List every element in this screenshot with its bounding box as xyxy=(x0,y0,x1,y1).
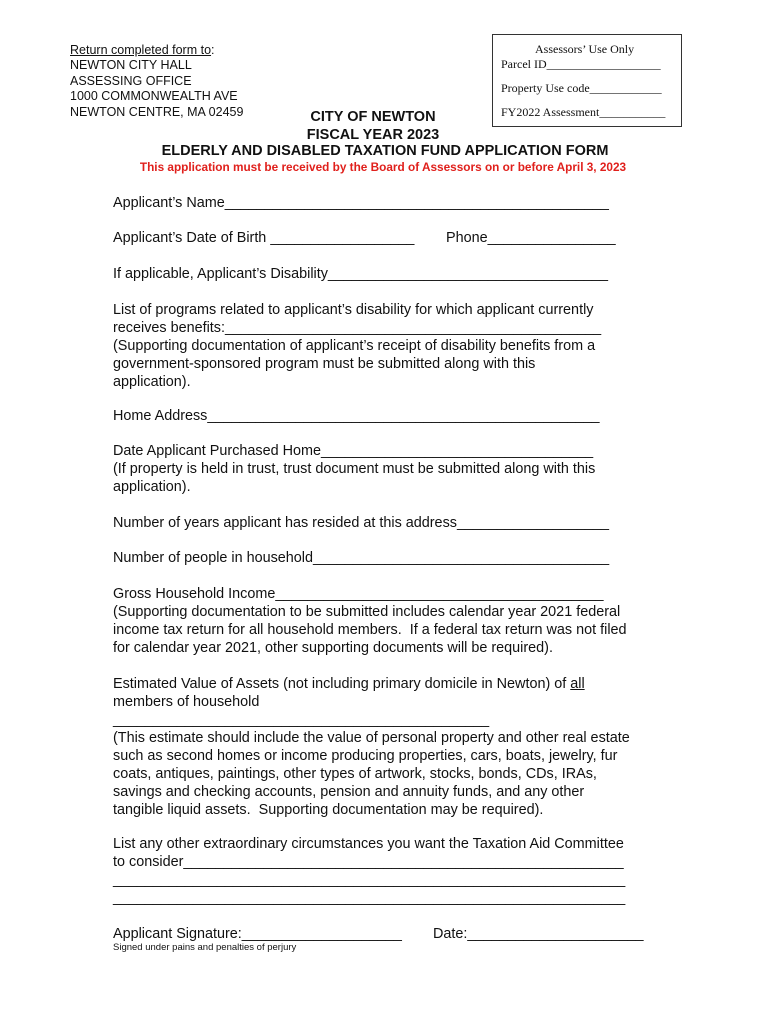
programs-benefits-field[interactable]: receives benefits:_______________________________________________ xyxy=(113,320,602,336)
years-resided-field[interactable]: Number of years applicant has resided at this address___________________ xyxy=(113,515,610,531)
assessors-title: Assessors’ Use Only xyxy=(535,42,635,56)
assessment-field[interactable]: FY2022 Assessment___________ xyxy=(501,105,666,119)
return-label: Return completed form to: xyxy=(70,43,215,57)
gross-income-field[interactable]: Gross Household Income_________________________________________ xyxy=(113,586,604,602)
programs-line-5: application). xyxy=(113,374,191,390)
programs-line-4: government-sponsored program must be submitted along with this xyxy=(113,356,536,372)
property-use-code-field[interactable]: Property Use code____________ xyxy=(501,81,662,95)
form-title: ELDERLY AND DISABLED TAXATION FUND APPLICATION FORM xyxy=(161,143,609,159)
deadline-notice: This application must be received by the Board of Assessors on or before April 3, 2023 xyxy=(139,160,627,174)
fiscal-year-title: FISCAL YEAR 2023 xyxy=(306,127,440,143)
assets-note-line-3: coats, antiques, paintings, other types of artwork, stocks, bonds, CDs, IRAs, xyxy=(113,766,597,782)
signature-date-field[interactable]: Date:______________________ xyxy=(433,926,644,942)
city-title: CITY OF NEWTON xyxy=(310,109,436,125)
date-of-birth-field[interactable]: Applicant’s Date of Birth __________________ xyxy=(113,230,415,246)
signature-field[interactable]: Applicant Signature:____________________ xyxy=(113,926,402,942)
assets-all-emphasis: all xyxy=(570,676,585,692)
income-note-line-3: for calendar year 2021, other supporting documents will be required). xyxy=(113,640,553,656)
assets-note-line-1: (This estimate should include the value of personal property and other real estate xyxy=(113,730,630,746)
return-label-text: Return completed form to xyxy=(70,43,212,57)
assets-note-line-5: tangible liquid assets. Supporting documentation may be required). xyxy=(113,802,544,818)
parcel-id-field[interactable]: Parcel ID___________________ xyxy=(501,57,661,71)
address-line-4: NEWTON CENTRE, MA 02459 xyxy=(70,104,244,119)
purchase-date-field[interactable]: Date Applicant Purchased Home__________________________________ xyxy=(113,443,594,459)
assets-line-2: members of household xyxy=(113,694,260,710)
assets-line-1 xyxy=(113,676,585,692)
assets-prompt: Estimated Value of Assets (not including primary domicile in Newton) of xyxy=(113,676,571,692)
circumstances-line-1: List any other extraordinary circumstances you want the Taxation Aid Committee xyxy=(113,836,624,852)
income-note-line-1: (Supporting documentation to be submitted includes calendar year 2021 federal xyxy=(113,604,621,620)
address-line-3: 1000 COMMONWEALTH AVE xyxy=(70,89,238,103)
purchase-note-line-1: (If property is held in trust, trust document must be submitted along with this xyxy=(113,461,596,477)
programs-line-3: (Supporting documentation of applicant’s receipt of disability benefits from a xyxy=(113,338,596,354)
income-note-line-2: income tax return for all household members. If a federal tax return was not filed xyxy=(113,622,627,638)
phone-field[interactable]: Phone________________ xyxy=(446,230,616,246)
circumstances-field-3[interactable]: ________________________________________________________________ xyxy=(113,890,626,906)
home-address-field[interactable]: Home Address_________________________________________________ xyxy=(113,408,600,424)
address-line-2: ASSESSING OFFICE xyxy=(70,73,192,88)
purchase-note-line-2: application). xyxy=(113,479,191,495)
household-size-field[interactable]: Number of people in household_____________________________________ xyxy=(113,550,610,566)
assets-note-line-4: savings and checking accounts, pension and annuity funds, and any other xyxy=(113,784,585,800)
circumstances-field[interactable]: to consider_______________________________________________________ xyxy=(113,854,624,870)
circumstances-field-2[interactable]: ________________________________________________________________ xyxy=(113,872,626,888)
assets-value-field[interactable]: _______________________________________________ xyxy=(113,712,490,728)
address-line-1: NEWTON CITY HALL xyxy=(70,58,192,72)
applicant-name-field[interactable]: Applicant’s Name________________________________________________ xyxy=(113,195,609,211)
programs-line-1: List of programs related to applicant’s disability for which applicant currently xyxy=(113,302,594,318)
perjury-note: Signed under pains and penalties of perjury xyxy=(113,942,297,953)
disability-field[interactable]: If applicable, Applicant’s Disability___________________________________ xyxy=(113,266,609,282)
assets-note-line-2: such as second homes or income producing properties, cars, boats, jewelry, fur xyxy=(113,748,618,764)
